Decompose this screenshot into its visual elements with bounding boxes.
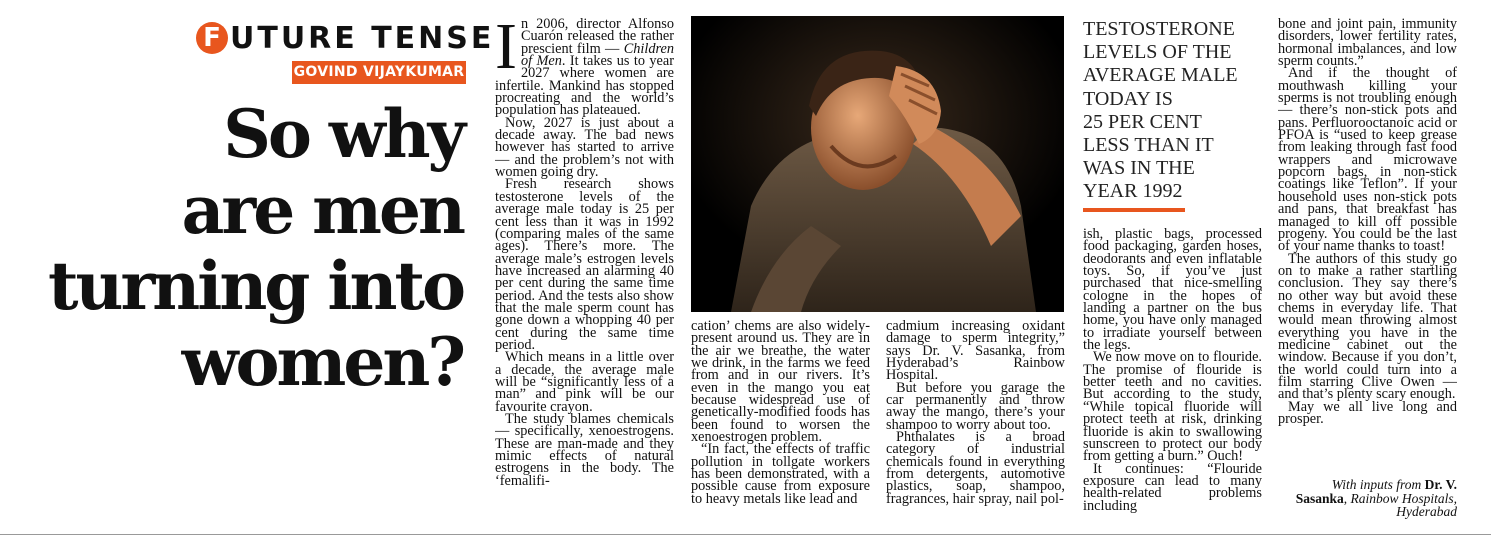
headline-line: are men [181,171,463,249]
article-paragraph: And if the thought of mouthwash killing your sperms is not troubling enough — there’s non-stick pots and pans. Perfluorooctanoic acid or PFOA is “used to keep grease from leaking through fast food wrappers and microwave popcorn bags, in non-stick coatings like Teflon”. If your household uses non-stick pots and pans, that breakfast has managed to kill off possible progeny. You could be the last of your name thanks to toast! [1278,65,1457,255]
article-paragraph: In 2006, director Alfonso Cuarón released the rather prescient film — Children of Men. It takes us to year 2027 where women are infertile. Mankind has stopped procreating and the world’s population has plateaued. [495,18,674,119]
headline-line: turning into [48,247,463,325]
article-paragraph: bone and joint pain, immunity disorders, lower fertility rates, hormonal imbalances, and low sperm counts.” [1278,18,1457,70]
photo-illustration [691,16,1064,312]
article-paragraph: cadmium increasing oxidant damage to sperm integrity,” says Dr. V. Sasanka, from Hyderabad’s Rainbow Hospital. [886,320,1065,384]
article-paragraph: Fresh research shows testosterone levels of the average male today is 25 per cent less than it was in 1992 (comparing males of the same ages). There’s more. The average male’s estrogen levels have increased an alarming 40 per cent during the same time period. And the tests also show that the male sperm count has gone down a whopping 40 per cent during the same time period. [495,176,674,353]
column-kicker [196,19,494,57]
source-credit: With inputs from Dr. V. Sasanka, Rainbow Hospitals, Hyderabad [1295,477,1457,519]
headline [3,96,463,400]
article-column-3 [886,320,1065,520]
article-column-5 [1278,18,1457,468]
article-paragraph: cation’ chems are also widely-present around us. They are in the air we breathe, the water we drink, in the farms we feed from and in our rivers. It’s even in the mango you eat because widespread use of genetically-modified foods has been found to worsen the xenoestrogen problem. [691,320,870,446]
article-paragraph: Phthalates is a broad category of industrial chemicals found in everything from detergents, automotive plastics, soap, shampoo, fragrances, hair spray, nail pol- [886,429,1065,507]
article-paragraph: The authors of this study go on to make a rather startling conclusion. They say there’s no other way but avoid these chems in everyday life. That would mean throwing almost everything you have in the medicine cabinet out the window. Because if you don’t, the world could turn into a film starring Clive Owen — and that’s plenty scary enough. [1278,250,1457,403]
pull-quote-line: LESS THAN IT [1083,134,1214,157]
credit-org: Rainbow Hospitals, Hyderabad [1350,490,1457,519]
kicker-initial: F [196,22,228,54]
pull-quote-line: WAS IN THE [1083,157,1195,180]
article-column-1 [495,18,674,520]
credit-prefix: With inputs from [1331,477,1425,492]
page-divider [0,534,1491,535]
article-column-2 [691,320,870,520]
article-paragraph: ish, plastic bags, processed food packaging, garden hoses, deodorants and even inflatable toys. So, if you’ve just purchased that nice-smelling cologne in the hopes of landing a partner on the bus home, you have only managed to irradiate yourself between the legs. [1083,228,1262,354]
pull-quote [1083,18,1251,204]
pull-quote-line: LEVELS OF THE [1083,41,1232,64]
headline-line: So why [223,95,463,173]
article-paragraph: The study blames chemicals — specifically, xenoestrogens. These are man-made and they mimic effects of natural estrogens in the body. The ‘femalifi- [495,411,674,489]
pull-quote-line: AVERAGE MALE [1083,64,1238,87]
article-paragraph: Which means in a little over a decade, the average male will be “significantly less of a man” and pink will be our favourite crayon. [495,349,674,415]
pull-quote-rule [1083,208,1185,212]
article-paragraph: “In fact, the effects of traffic pollution in tollgate workers has been demonstrated, with a possible cause from exposure to heavy metals like lead and [691,441,870,507]
byline: GOVIND VIJAYKUMAR [292,61,466,84]
pull-quote-line: YEAR 1992 [1083,180,1183,203]
credit-name: Dr. V. Sasanka [1295,477,1457,506]
pull-quote-line: TESTOSTERONE [1083,18,1235,40]
distressed-man-photo [691,16,1064,312]
headline-line: women? [181,323,463,401]
drop-cap: I [495,18,517,83]
article-paragraph: May we all live long and prosper. [1278,398,1457,427]
kicker-title: UTURE TENSE [230,20,495,56]
pull-quote-line: TODAY IS [1083,87,1173,110]
article-paragraph: We now move on to flouride. The promise of flouride is better teeth and no cavities. But according to the study, “While topical fluoride will protect teeth at risk, drinking fluoride is akin to swallowing sunscreen to protect our body from getting a burn.” Ouch! [1083,349,1262,465]
article-paragraph: But before you garage the car permanently and throw away the mango, there’s your shampoo to worry about too. [886,379,1065,433]
article-column-4 [1083,228,1262,520]
article-paragraph: Now, 2027 is just about a decade away. The bad news however has started to arrive — and the problem’s not with women going dry. [495,114,674,181]
article-paragraph: It continues: “Flouride exposure can lead to many health-related problems including [1083,460,1262,514]
film-title: Children of Men [520,40,674,70]
pull-quote-line: 25 PER CENT [1083,110,1202,133]
